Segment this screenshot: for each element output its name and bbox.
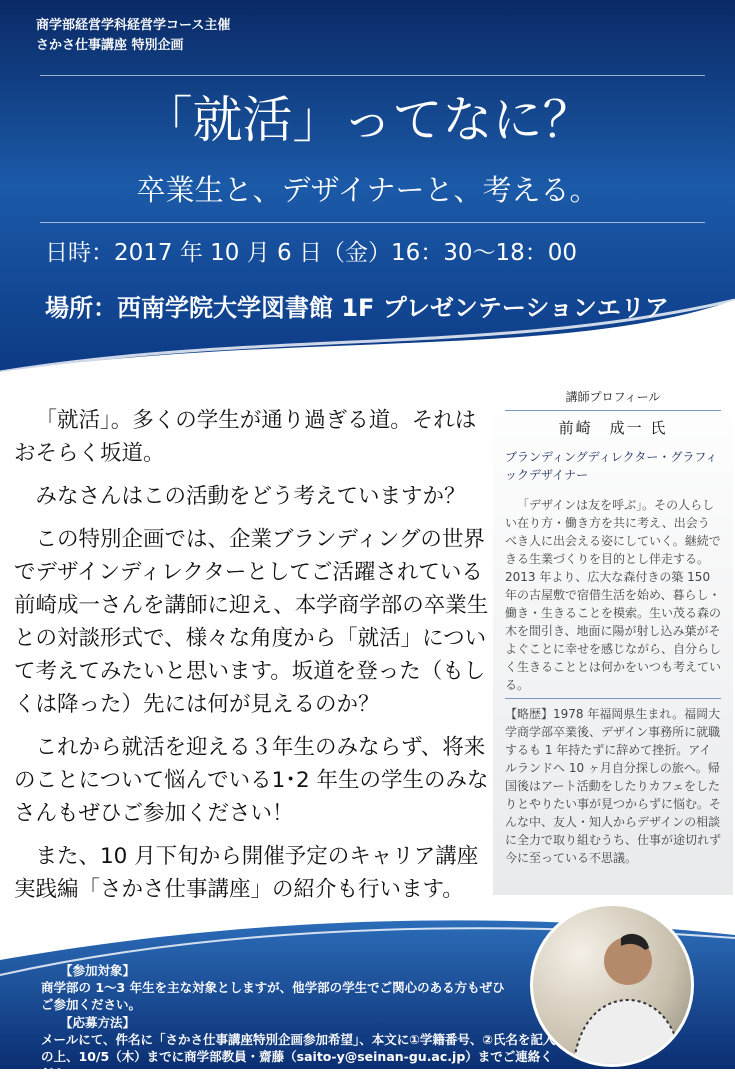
event-place: 場所：西南学院大学図書館 1F プレゼンテーションエリア (45, 294, 669, 322)
subtitle: 卒業生と、デザイナーと、考える。 (136, 173, 599, 207)
lecturer-name: 前崎 成一 氏 (558, 419, 668, 437)
page-title: 「就活」ってなに？ (142, 91, 593, 149)
target-text: 商学部の 1〜3 年生を主な対象としますが、他学部の学生でご関心のある方もぜひご参加ください。 (41, 980, 505, 1012)
paragraph: みなさんはこの活動をどう考えていますか？ (35, 484, 466, 509)
apply-heading: 【応募方法】 (60, 1015, 136, 1030)
apply-text: メールにて、件名に「さかさ仕事講座特別企画参加希望」、本文に①学籍番号、②氏名を記入の上、10/5（木）までに商学部教員・齋藤（saito-y@seinan-gu.ac.jp）までご連絡ください。 (41, 1032, 556, 1081)
divider (40, 222, 705, 223)
event-datetime: 日時：2017 年 10 月 6 日（金）16：30〜18：00 (45, 240, 578, 266)
paragraph: 「就活」。多くの学生が通り過ぎる道。それはおそらく坂道。 (14, 408, 477, 466)
profile-heading: 講師プロフィール (505, 388, 721, 411)
organizer: 商学部経営学科経営学コース主催 (36, 18, 231, 33)
divider (505, 698, 721, 699)
lecturer-bio: 「デザインは友を呼ぶ」。その人らしい在り方・働き方を共に考え、出会うべき人に出会える姿にしていく。継続できる生業づくりを目的とし伴走する。2013 年より、広大な森付きの築 150 年の古屋敷で宿借生活を始め、暮らし・働き・生きることを模索。生い茂る森の木を間引き、地面に陽が射し込み葉がそよぐことに幸せを感じながら、自分らしく生きることとは何かをいつも考えている。 (505, 498, 722, 692)
paragraph: また、10 月下旬から開催予定のキャリア講座実践編「さかさ仕事講座」の紹介も行います。 (14, 844, 479, 902)
lecturer-profile (493, 380, 733, 895)
lecturer-role: ブランディングディレクター・グラフィックデザイナー (505, 450, 718, 482)
paragraph: この特別企画では、企業ブランディングの世界でデザインディレクターとしてご活躍されている前崎成一さんを講師に迎え、本学商学部の卒業生との対談形式で、様々な角度から「就活」について考えてみたいと思います。坂道を登った（もしくは降った）先には何が見えるのか？ (14, 527, 489, 717)
lecturer-history: 【略歴】1978 年福岡県生まれ。福岡大学商学部卒業後、デザイン事務所に就職するも 1 年持たずに辞めて挫折。アイルランドへ 10 ヶ月自分探しの旅へ。帰国後はアート活動をしたりカフェをしたりとやりたい事が見つからずに悩む。そんな中、友人・知人からデザインの相談に全力で取り組むうち、仕事が途切れず今に至っている不思議。 (505, 707, 722, 865)
paragraph: これから就活を迎える３年生のみならず、将来のことについて悩んでいる1･2 年生の学生のみなさんもぜひご参加ください！ (14, 735, 489, 826)
divider (40, 75, 705, 76)
main-text (14, 404, 492, 916)
series-name: さかさ仕事講座 特別企画 (36, 38, 184, 53)
target-heading: 【参加対象】 (60, 963, 136, 978)
